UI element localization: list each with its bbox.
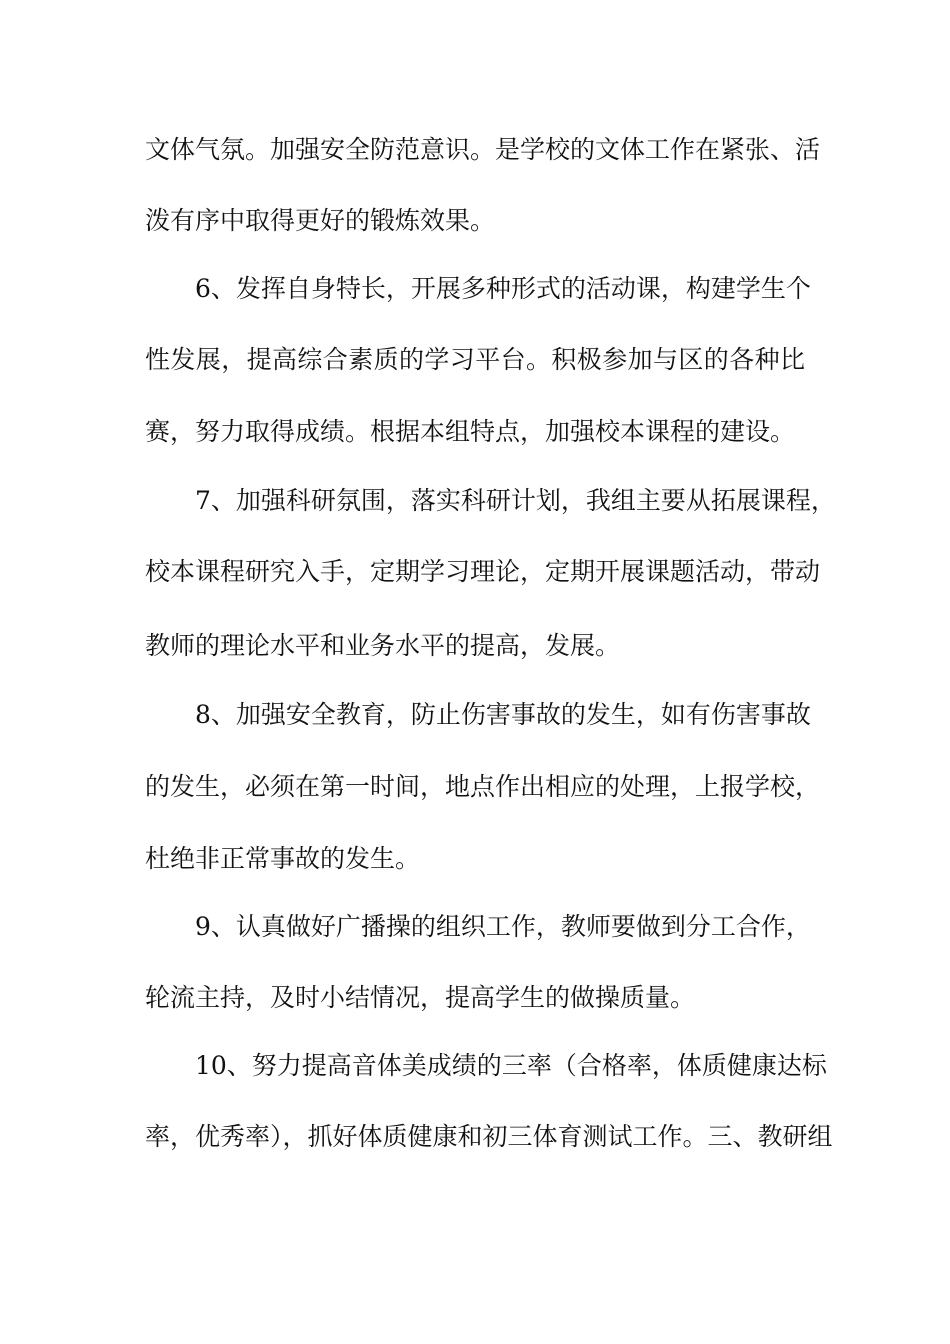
text-line: 率，优秀率），抓好体质健康和初三体育测试工作。三、教研组 [145, 1122, 833, 1151]
text-line: 泼有序中取得更好的锻炼效果。 [145, 206, 496, 235]
paragraph-9-line: 9、认真做好广播操的组织工作，教师要做到分工合作， [195, 912, 811, 941]
paragraph-6-line: 6、发挥自身特长，开展多种形式的活动课，构建学生个 [195, 274, 811, 303]
text-line: 教师的理论水平和业务水平的提高，发展。 [145, 631, 621, 660]
paragraph-8-line: 8、加强安全教育，防止伤害事故的发生，如有伤害事故 [195, 700, 811, 729]
text-line: 赛，努力取得成绩。根据本组特点，加强校本课程的建设。 [145, 417, 796, 446]
text-line: 杜绝非正常事故的发生。 [145, 844, 421, 873]
text-line: 性发展，提高综合素质的学习平台。积极参加与区的各种比 [145, 345, 805, 374]
text-line: 文体气氛。加强安全防范意识。是学校的文体工作在紧张、活 [145, 135, 821, 164]
paragraph-10-line: 10、努力提高音体美成绩的三率（合格率，体质健康达标 [195, 1051, 827, 1080]
text-line: 校本课程研究入手，定期学习理论，定期开展课题活动，带动 [145, 557, 821, 586]
text-line: 的发生，必须在第一时间，地点作出相应的处理，上报学校， [145, 772, 821, 801]
text-line: 轮流主持，及时小结情况，提高学生的做操质量。 [145, 983, 696, 1012]
paragraph-7-line: 7、加强科研氛围，落实科研计划，我组主要从拓展课程， [195, 486, 836, 515]
